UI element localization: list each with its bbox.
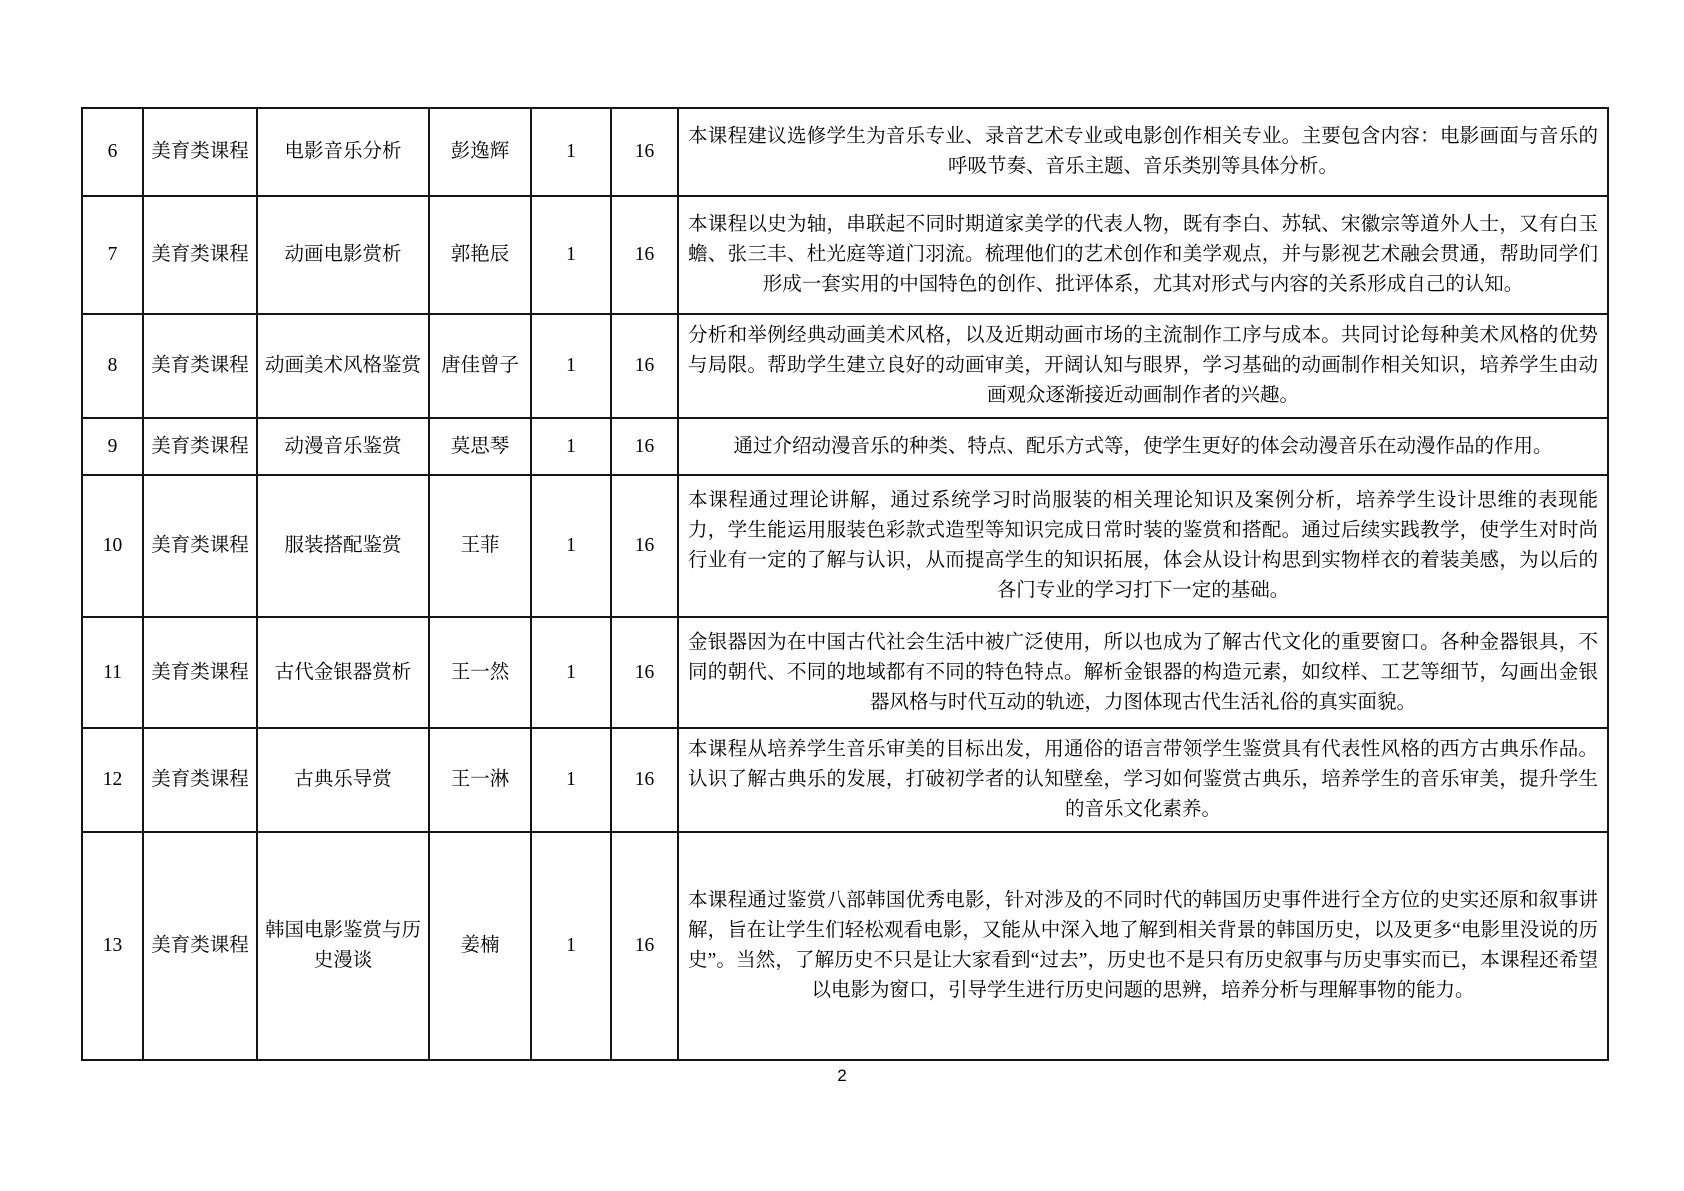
- cell-category: 美育类课程: [143, 418, 257, 475]
- cell-category: 美育类课程: [143, 314, 257, 418]
- cell-teacher: 郭艳辰: [429, 196, 531, 314]
- cell-category: 美育类课程: [143, 196, 257, 314]
- cell-teacher: 彭逸辉: [429, 108, 531, 196]
- cell-row-number: 7: [82, 196, 143, 314]
- cell-course-name: 古代金银器赏析: [257, 617, 429, 728]
- cell-credit: 1: [531, 418, 611, 475]
- cell-description: 本课程从培养学生音乐审美的目标出发，用通俗的语言带领学生鉴赏具有代表性风格的西方古典乐作品。认识了解古典乐的发展，打破初学者的认知壁垒，学习如何鉴赏古典乐，培养学生的音乐审美，提升学生的音乐文化素养。: [678, 728, 1608, 832]
- cell-row-number: 9: [82, 418, 143, 475]
- table-row: [82, 314, 1608, 418]
- cell-teacher: 王菲: [429, 475, 531, 617]
- cell-teacher: 王一然: [429, 617, 531, 728]
- cell-hours: 16: [611, 314, 678, 418]
- cell-category: 美育类课程: [143, 108, 257, 196]
- table-row: [82, 108, 1608, 196]
- course-table-body: [82, 108, 1608, 1060]
- cell-credit: 1: [531, 196, 611, 314]
- table-row: [82, 475, 1608, 617]
- cell-description: 分析和举例经典动画美术风格，以及近期动画市场的主流制作工序与成本。共同讨论每种美术风格的优势与局限。帮助学生建立良好的动画审美，开阔认知与眼界，学习基础的动画制作相关知识，培养学生由动画观众逐渐接近动画制作者的兴趣。: [678, 314, 1608, 418]
- cell-row-number: 10: [82, 475, 143, 617]
- table-row: [82, 196, 1608, 314]
- cell-row-number: 12: [82, 728, 143, 832]
- cell-description: 本课程以史为轴，串联起不同时期道家美学的代表人物，既有李白、苏轼、宋徽宗等道外人士，又有白玉蟾、张三丰、杜光庭等道门羽流。梳理他们的艺术创作和美学观点，并与影视艺术融会贯通，帮助同学们形成一套实用的中国特色的创作、批评体系，尤其对形式与内容的关系形成自己的认知。: [678, 196, 1608, 314]
- cell-course-name: 服装搭配鉴赏: [257, 475, 429, 617]
- cell-teacher: 王一淋: [429, 728, 531, 832]
- cell-category: 美育类课程: [143, 475, 257, 617]
- cell-hours: 16: [611, 475, 678, 617]
- cell-category: 美育类课程: [143, 728, 257, 832]
- cell-row-number: 13: [82, 832, 143, 1060]
- cell-course-name: 动画电影赏析: [257, 196, 429, 314]
- cell-credit: 1: [531, 475, 611, 617]
- cell-description: 本课程通过理论讲解，通过系统学习时尚服装的相关理论知识及案例分析，培养学生设计思维的表现能力，学生能运用服装色彩款式造型等知识完成日常时装的鉴赏和搭配。通过后续实践教学，使学生对时尚行业有一定的了解与认识，从而提高学生的知识拓展，体会从设计构思到实物样衣的着装美感，为以后的各门专业的学习打下一定的基础。: [678, 475, 1608, 617]
- cell-hours: 16: [611, 617, 678, 728]
- cell-course-name: 电影音乐分析: [257, 108, 429, 196]
- cell-description: 通过介绍动漫音乐的种类、特点、配乐方式等，使学生更好的体会动漫音乐在动漫作品的作用。: [678, 418, 1608, 475]
- course-table: [81, 107, 1609, 1061]
- cell-credit: 1: [531, 108, 611, 196]
- cell-credit: 1: [531, 314, 611, 418]
- cell-category: 美育类课程: [143, 832, 257, 1060]
- table-row: [82, 617, 1608, 728]
- cell-hours: 16: [611, 728, 678, 832]
- cell-teacher: 唐佳曾子: [429, 314, 531, 418]
- page-number: 2: [837, 1066, 847, 1085]
- cell-course-name: 动画美术风格鉴赏: [257, 314, 429, 418]
- cell-row-number: 8: [82, 314, 143, 418]
- cell-teacher: 姜楠: [429, 832, 531, 1060]
- table-row: [82, 418, 1608, 475]
- cell-category: 美育类课程: [143, 617, 257, 728]
- cell-hours: 16: [611, 418, 678, 475]
- table-row: [82, 728, 1608, 832]
- cell-credit: 1: [531, 617, 611, 728]
- table-row: [82, 832, 1608, 1060]
- cell-credit: 1: [531, 728, 611, 832]
- cell-description: 金银器因为在中国古代社会生活中被广泛使用，所以也成为了解古代文化的重要窗口。各种金器银具，不同的朝代、不同的地域都有不同的特色特点。解析金银器的构造元素，如纹样、工艺等细节，勾画出金银器风格与时代互动的轨迹，力图体现古代生活礼俗的真实面貌。: [678, 617, 1608, 728]
- cell-hours: 16: [611, 832, 678, 1060]
- cell-teacher: 莫思琴: [429, 418, 531, 475]
- cell-description: 本课程建议选修学生为音乐专业、录音艺术专业或电影创作相关专业。主要包含内容：电影画面与音乐的呼吸节奏、音乐主题、音乐类别等具体分析。: [678, 108, 1608, 196]
- cell-description: 本课程通过鉴赏八部韩国优秀电影，针对涉及的不同时代的韩国历史事件进行全方位的史实还原和叙事讲解，旨在让学生们轻松观看电影，又能从中深入地了解到相关背景的韩国历史，以及更多“电影里没说的历史”。当然，了解历史不只是让大家看到“过去”，历史也不是只有历史叙事与历史事实而已，本课程还希望以电影为窗口，引导学生进行历史问题的思辨，培养分析与理解事物的能力。: [678, 832, 1608, 1060]
- cell-hours: 16: [611, 108, 678, 196]
- cell-course-name: 韩国电影鉴赏与历史漫谈: [257, 832, 429, 1060]
- cell-hours: 16: [611, 196, 678, 314]
- cell-course-name: 古典乐导赏: [257, 728, 429, 832]
- cell-course-name: 动漫音乐鉴赏: [257, 418, 429, 475]
- cell-row-number: 11: [82, 617, 143, 728]
- cell-row-number: 6: [82, 108, 143, 196]
- cell-credit: 1: [531, 832, 611, 1060]
